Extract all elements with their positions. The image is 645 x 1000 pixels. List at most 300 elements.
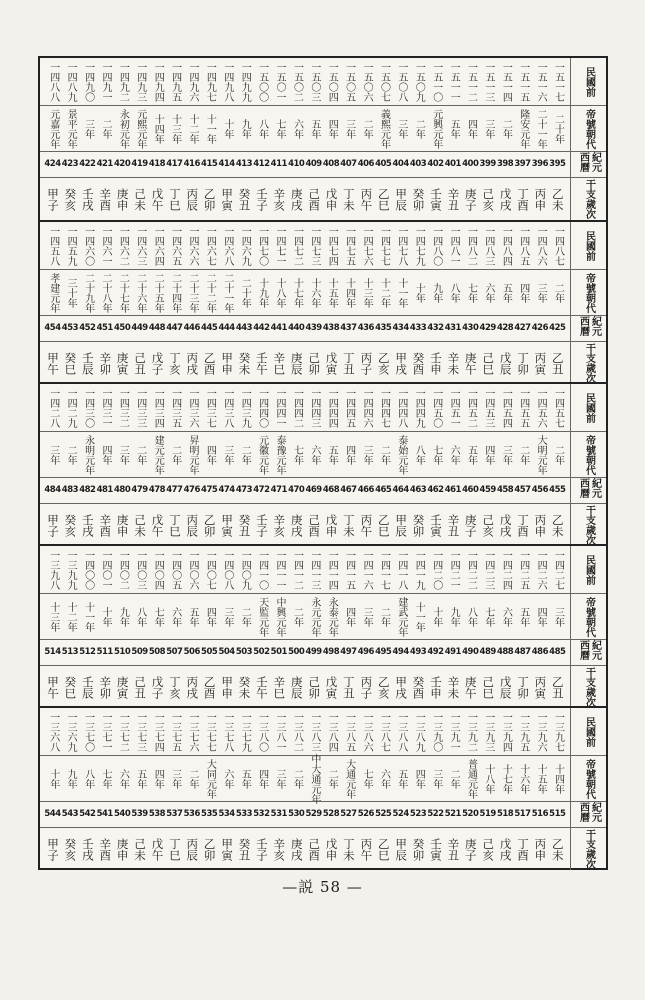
minguo-cell: 一三八四: [326, 711, 338, 752]
ad-year-cell: 528: [322, 809, 340, 819]
ganzhi-cell: 己未: [133, 837, 148, 861]
row-header: 干支歲次: [570, 504, 606, 546]
ganzhi-cell: 丙辰: [185, 187, 200, 211]
minguo-cell: 一五一二: [465, 61, 477, 102]
reign-cell: 八年: [134, 606, 146, 627]
minguo-cell: 一四七二: [291, 225, 303, 266]
ad-year-cell: 522: [427, 809, 444, 819]
ad-year-cell: 518: [496, 809, 514, 819]
minguo-cell: 一五一四: [500, 61, 512, 102]
reign-cell: 三年: [430, 768, 442, 789]
ganzhi-cell: 壬午: [254, 351, 269, 375]
row-cells: [44, 546, 566, 593]
ad-year-cell: 526: [357, 809, 374, 819]
ad-year-cell: 448: [148, 323, 166, 333]
reign-cell: 大明元年: [535, 434, 547, 475]
ad-year-cell: 413: [235, 159, 253, 169]
ganzhi-cell: 戊午: [150, 837, 165, 861]
minguo-row: [40, 58, 606, 106]
ad-year-cell: 445: [201, 323, 218, 333]
ganzhi-cell: 辛酉: [98, 513, 113, 537]
ganzhi-cell: 壬寅: [428, 837, 443, 861]
ad-year-cell: 510: [114, 647, 131, 657]
ad-year-cell: 398: [496, 159, 514, 169]
reign-cell: 四年: [343, 444, 355, 465]
minguo-cell: 一四四二: [291, 387, 303, 428]
minguo-cell: 一三七三: [134, 711, 146, 752]
ganzhi-cell: 癸亥: [63, 837, 78, 861]
ganzhi-cell: 癸未: [237, 675, 252, 699]
row-cells: [44, 384, 566, 431]
reign-cell: 三年: [47, 444, 59, 465]
ganzhi-row: [40, 666, 606, 708]
reign-cell: 十年: [430, 606, 442, 627]
ad-year-cell: 506: [183, 647, 200, 657]
minguo-cell: 一四六〇: [82, 225, 94, 266]
reign-cell: 十三年: [169, 113, 181, 144]
reign-cell: 三年: [395, 118, 407, 139]
table-block: [40, 382, 606, 546]
ganzhi-cell: 丁酉: [515, 513, 530, 537]
ganzhi-cell: 乙丑: [550, 675, 565, 699]
reign-cell: 二年: [552, 444, 564, 465]
minguo-cell: 一四二六: [535, 549, 547, 590]
minguo-cell: 一五一一: [448, 61, 460, 102]
ad-year-cell: 462: [427, 485, 444, 495]
ad-year-cell: 431: [444, 323, 461, 333]
reign-cell: 五年: [448, 118, 460, 139]
ganzhi-cell: 丙午: [359, 837, 374, 861]
minguo-cell: 一四二〇: [430, 549, 442, 590]
ad-year-cell: 539: [131, 809, 148, 819]
reign-cell: 六年: [291, 118, 303, 139]
ganzhi-cell: 辛卯: [98, 351, 113, 375]
ad-year-cell: 509: [131, 647, 148, 657]
ganzhi-cell: 丁未: [341, 513, 356, 537]
reign-cell: 三年: [343, 118, 355, 139]
ganzhi-cell: 戊午: [150, 513, 165, 537]
row-header: 帝號朝代: [570, 756, 606, 801]
minguo-cell: 一四一六: [361, 549, 373, 590]
ad-year-cell: 402: [427, 159, 444, 169]
ganzhi-cell: 乙卯: [202, 837, 217, 861]
ad-year-cell: 429: [479, 323, 496, 333]
row-header: 民國前: [570, 222, 606, 269]
ganzhi-cell: 甲辰: [394, 837, 409, 861]
ad-year-cell: 477: [166, 485, 183, 495]
ad-year-cell: 505: [201, 647, 218, 657]
ganzhi-cell: 丙午: [359, 187, 374, 211]
minguo-cell: 一四五八: [47, 225, 59, 266]
reign-cell: 三年: [361, 444, 373, 465]
minguo-cell: 一四九九: [239, 61, 251, 102]
ganzhi-cell: 丁酉: [515, 837, 530, 861]
reign-cell: 泰始元年: [395, 434, 407, 475]
ganzhi-cell: 癸丑: [237, 187, 252, 211]
reign-cell: 二十五年: [152, 272, 164, 313]
reign-cell: 五年: [500, 282, 512, 303]
row-cells: [44, 594, 566, 639]
ganzhi-cell: 癸丑: [237, 513, 252, 537]
ad-year-cell: 425: [549, 323, 566, 333]
ad-year-cell: 489: [479, 647, 496, 657]
minguo-cell: 一四〇〇: [82, 549, 94, 590]
ganzhi-cell: 壬戌: [80, 513, 95, 537]
minguo-cell: 一四九七: [204, 61, 216, 102]
ad-year-cell: 494: [392, 647, 409, 657]
ad-year-cell: 439: [305, 323, 322, 333]
ad-year-cell: 487: [514, 647, 531, 657]
row-cells: [44, 828, 566, 870]
ganzhi-cell: 己卯: [307, 675, 322, 699]
minguo-row: [40, 546, 606, 594]
minguo-cell: 一四〇一: [99, 549, 111, 590]
ganzhi-cell: 己未: [133, 513, 148, 537]
reign-cell: 三年: [274, 768, 286, 789]
minguo-cell: 一四六八: [221, 225, 233, 266]
ganzhi-cell: 辛未: [446, 351, 461, 375]
reign-cell: 七年: [152, 606, 164, 627]
ganzhi-cell: 甲子: [46, 513, 60, 537]
reign-cell: 十一年: [395, 277, 407, 308]
ad-year-cell: 405: [375, 159, 392, 169]
minguo-cell: 一三七一: [99, 711, 111, 752]
reign-cell: 七年: [274, 118, 286, 139]
reign-cell: 三年: [552, 606, 564, 627]
reign-cell: 二年: [378, 444, 390, 465]
ad-year-cell: 538: [148, 809, 166, 819]
ad-year-cell: 531: [270, 809, 287, 819]
reign-cell: 十八年: [274, 277, 286, 308]
minguo-cell: 一三八八: [395, 711, 407, 752]
reign-cell: 十七年: [500, 763, 512, 794]
reign-cell: 建武元年: [395, 596, 407, 637]
reign-cell: 二十年: [552, 113, 564, 144]
reign-cell: 大同元年: [204, 758, 216, 799]
ad-year-cell: 533: [235, 809, 253, 819]
minguo-cell: 一三七六: [187, 711, 198, 752]
minguo-cell: 一四三四: [152, 387, 164, 428]
reign-cell: 三年: [82, 118, 94, 139]
ganzhi-cell: 乙巳: [376, 187, 391, 211]
ganzhi-cell: 乙酉: [202, 351, 217, 375]
row-header: 干支歲次: [570, 666, 606, 708]
ad-year-cell: 397: [514, 159, 531, 169]
ad-year-cell: 426: [531, 323, 548, 333]
ganzhi-cell: 戊子: [150, 351, 165, 375]
ganzhi-cell: 甲辰: [394, 187, 409, 211]
reign-cell: 二年: [65, 444, 77, 465]
minguo-cell: 一四八三: [482, 225, 494, 266]
ad-year-cell: 520: [462, 809, 479, 819]
reign-cell: 三年: [169, 768, 181, 789]
ad-year-cell: 408: [322, 159, 340, 169]
ganzhi-cell: 己巳: [481, 675, 496, 699]
ganzhi-cell: 戊申: [324, 187, 339, 211]
ganzhi-cell: 戊寅: [324, 351, 339, 375]
ganzhi-cell: 庚戌: [289, 513, 304, 537]
ad-year-cell: 418: [148, 159, 166, 169]
reign-cell: 二十九年: [82, 272, 94, 313]
reign-cell: 九年: [117, 606, 129, 627]
ad-year-cell: 541: [96, 809, 113, 819]
reign-cell: 二十七年: [117, 272, 129, 313]
ganzhi-cell: 甲寅: [220, 187, 235, 211]
minguo-cell: 一三九四: [500, 711, 512, 752]
ganzhi-cell: 庚寅: [115, 351, 130, 375]
reign-cell: 十五年: [326, 277, 338, 308]
row-cells: [44, 316, 566, 341]
ganzhi-cell: 甲寅: [220, 513, 235, 537]
minguo-cell: 一四四〇: [256, 387, 268, 428]
minguo-cell: 一四九五: [169, 61, 181, 102]
ganzhi-cell: 己丑: [133, 675, 148, 699]
minguo-cell: 一四九一: [99, 61, 111, 102]
reign-cell: 十二年: [65, 601, 77, 632]
ad-year-cell: 530: [288, 809, 305, 819]
ad-year-cell: 456: [531, 485, 548, 495]
minguo-cell: 一四五六: [535, 387, 547, 428]
ad-year-cell: 508: [148, 647, 166, 657]
minguo-cell: 一四四三: [308, 387, 320, 428]
reign-cell: 五年: [395, 768, 407, 789]
ad-year-cell: 525: [375, 809, 392, 819]
ganzhi-cell: 丙辰: [185, 837, 200, 861]
ganzhi-cell: 丁酉: [515, 187, 530, 211]
row-cells: [44, 666, 566, 708]
ganzhi-cell: 甲午: [46, 351, 60, 375]
reign-cell: 天監元年: [256, 596, 268, 637]
minguo-cell: 一四二四: [500, 549, 512, 590]
minguo-cell: 一四一八: [395, 549, 407, 590]
ad-year-cell: 428: [496, 323, 514, 333]
ganzhi-cell: 壬子: [254, 187, 269, 211]
ad-year-cell: 415: [201, 159, 218, 169]
ganzhi-cell: 己丑: [133, 351, 148, 375]
reign-cell: 二十六年: [134, 272, 146, 313]
minguo-cell: 一四七四: [326, 225, 338, 266]
row-cells: [44, 640, 566, 665]
minguo-cell: 一四七七: [378, 225, 390, 266]
ganzhi-cell: 壬午: [254, 675, 269, 699]
reign-cell: 二年: [378, 606, 390, 627]
ad-year-cell: 500: [288, 647, 305, 657]
reign-cell: 十二年: [187, 113, 198, 144]
minguo-cell: 一四九三: [134, 61, 146, 102]
reign-cell: 二年: [134, 444, 146, 465]
ad-year-cell: 434: [392, 323, 409, 333]
reign-cell: 七年: [465, 282, 477, 303]
row-header: 帝號朝代: [570, 594, 606, 639]
minguo-row: [40, 708, 606, 756]
reign-cell: 二十八年: [99, 272, 111, 313]
ganzhi-cell: 乙卯: [202, 513, 217, 537]
reign-cell: 四年: [482, 444, 494, 465]
ad-year-cell: 443: [235, 323, 253, 333]
reign-cell: 五年: [134, 768, 146, 789]
minguo-cell: 一三八七: [378, 711, 390, 752]
ad-year-row: [40, 802, 606, 828]
minguo-cell: 一四二三: [482, 549, 494, 590]
ganzhi-cell: 丙寅: [533, 675, 548, 699]
minguo-cell: 一四六四: [152, 225, 164, 266]
ganzhi-cell: 辛丑: [446, 513, 461, 537]
minguo-cell: 一三九二: [465, 711, 477, 752]
minguo-cell: 一四五四: [500, 387, 512, 428]
ad-year-cell: 454: [44, 323, 61, 333]
reign-cell: 永初元年: [117, 108, 129, 149]
ad-year-cell: 399: [479, 159, 496, 169]
reign-cell: 三十年: [65, 277, 77, 308]
minguo-cell: 一三八二: [291, 711, 303, 752]
minguo-cell: 一三八〇: [256, 711, 268, 752]
reign-cell: 景平元年: [65, 108, 77, 149]
ad-year-cell: 419: [131, 159, 148, 169]
ad-year-cell: 459: [479, 485, 496, 495]
minguo-cell: 一四九六: [187, 61, 198, 102]
ad-year-cell: 401: [444, 159, 461, 169]
minguo-cell: 一三九〇: [430, 711, 442, 752]
ganzhi-cell: 甲午: [46, 675, 60, 699]
minguo-cell: 一四〇六: [187, 549, 198, 590]
ganzhi-cell: 辛亥: [272, 513, 287, 537]
minguo-cell: 一五〇〇: [256, 61, 268, 102]
reign-cell: 六年: [169, 606, 181, 627]
ganzhi-cell: 甲辰: [394, 513, 409, 537]
ganzhi-cell: 壬寅: [428, 513, 443, 537]
ganzhi-cell: 壬辰: [80, 351, 95, 375]
ganzhi-cell: 丁未: [341, 837, 356, 861]
reign-cell: 二十四年: [169, 272, 181, 313]
minguo-cell: 一四三八: [221, 387, 233, 428]
minguo-cell: 一四一五: [343, 549, 355, 590]
row-header: 紀元西曆: [570, 802, 606, 827]
ganzhi-cell: 乙未: [550, 513, 565, 537]
ganzhi-cell: 辛丑: [446, 187, 461, 211]
row-cells: [44, 178, 566, 220]
ganzhi-cell: 辛亥: [272, 837, 287, 861]
ad-year-cell: 451: [96, 323, 113, 333]
minguo-cell: 一四六五: [169, 225, 181, 266]
minguo-cell: 一三七八: [221, 711, 233, 752]
minguo-cell: 一四四六: [361, 387, 373, 428]
ganzhi-cell: 己亥: [481, 837, 496, 861]
minguo-cell: 一五〇四: [326, 61, 338, 102]
row-header: 紀元西曆: [570, 152, 606, 177]
minguo-cell: 一五〇一: [274, 61, 286, 102]
ganzhi-cell: 甲申: [220, 351, 235, 375]
ad-year-cell: 498: [322, 647, 340, 657]
ganzhi-cell: 庚戌: [289, 837, 304, 861]
ad-year-cell: 479: [131, 485, 148, 495]
ganzhi-cell: 癸未: [237, 351, 252, 375]
ganzhi-cell: 壬寅: [428, 187, 443, 211]
ad-year-cell: 516: [531, 809, 548, 819]
minguo-cell: 一四〇八: [221, 549, 233, 590]
ganzhi-cell: 丙子: [359, 351, 374, 375]
ad-year-cell: 474: [218, 485, 235, 495]
ganzhi-cell: 癸卯: [411, 187, 426, 211]
row-cells: [44, 504, 566, 546]
minguo-cell: 一四三七: [204, 387, 216, 428]
ganzhi-cell: 戊戌: [498, 513, 513, 537]
ganzhi-cell: 癸亥: [63, 187, 78, 211]
ad-year-cell: 412: [253, 159, 270, 169]
minguo-cell: 一四八九: [65, 61, 77, 102]
minguo-cell: 一四一九: [413, 549, 425, 590]
reign-cell: 二十一年: [221, 272, 233, 313]
ganzhi-cell: 丙子: [359, 675, 374, 699]
ganzhi-cell: 庚申: [115, 837, 130, 861]
ganzhi-cell: 乙未: [550, 187, 565, 211]
reign-cell: 十七年: [291, 277, 303, 308]
minguo-cell: 一四三二: [117, 387, 129, 428]
ad-year-cell: 540: [114, 809, 131, 819]
reign-cell: 七年: [361, 768, 373, 789]
row-header: 帝號朝代: [570, 270, 606, 315]
reign-cell: 義熙元年: [378, 108, 390, 149]
ganzhi-cell: 辛丑: [446, 837, 461, 861]
minguo-cell: 一三八三: [308, 711, 320, 752]
minguo-cell: 一四六七: [204, 225, 216, 266]
ganzhi-cell: 戊辰: [498, 351, 513, 375]
reign-cell: 三年: [221, 606, 233, 627]
reign-cell: 二年: [361, 118, 373, 139]
ganzhi-cell: 丁丑: [341, 675, 356, 699]
reign-cell: 十六年: [517, 763, 529, 794]
ad-year-cell: 463: [409, 485, 427, 495]
reign-cell: 昇明元年: [187, 434, 198, 475]
minguo-cell: 一四五七: [552, 387, 564, 428]
ganzhi-cell: 丙寅: [533, 351, 548, 375]
ad-year-cell: 484: [44, 485, 61, 495]
ad-year-cell: 519: [479, 809, 496, 819]
reign-cell: 二年: [239, 444, 251, 465]
ad-year-cell: 532: [253, 809, 270, 819]
minguo-cell: 一五一五: [517, 61, 529, 102]
ganzhi-row: [40, 504, 606, 546]
ad-year-cell: 440: [288, 323, 305, 333]
reign-cell: 泰豫元年: [274, 434, 286, 475]
reign-cell: 六年: [482, 282, 494, 303]
ad-year-cell: 544: [44, 809, 61, 819]
reign-cell: 六年: [308, 444, 320, 465]
ganzhi-cell: 庚申: [115, 187, 130, 211]
ad-year-cell: 515: [549, 809, 566, 819]
minguo-cell: 一五一六: [535, 61, 547, 102]
minguo-cell: 一五〇三: [308, 61, 320, 102]
minguo-cell: 一四七六: [361, 225, 373, 266]
minguo-cell: 一四四四: [326, 387, 338, 428]
minguo-cell: 一三八六: [361, 711, 373, 752]
ganzhi-cell: 乙卯: [202, 187, 217, 211]
minguo-cell: 一四一三: [308, 549, 320, 590]
minguo-cell: 一四九二: [117, 61, 129, 102]
reign-cell: 六年: [221, 768, 233, 789]
minguo-cell: 一四〇二: [117, 549, 129, 590]
reign-cell: 四年: [535, 606, 547, 627]
reign-cell: 四年: [204, 444, 216, 465]
ad-year-cell: 403: [409, 159, 427, 169]
ganzhi-cell: 辛酉: [98, 837, 113, 861]
row-cells: [44, 802, 566, 827]
ganzhi-cell: 甲申: [220, 675, 235, 699]
ganzhi-cell: 庚辰: [289, 351, 304, 375]
ganzhi-cell: 辛巳: [272, 675, 287, 699]
ad-year-cell: 441: [270, 323, 287, 333]
minguo-cell: 一四二八: [47, 387, 59, 428]
minguo-cell: 一四七八: [395, 225, 407, 266]
